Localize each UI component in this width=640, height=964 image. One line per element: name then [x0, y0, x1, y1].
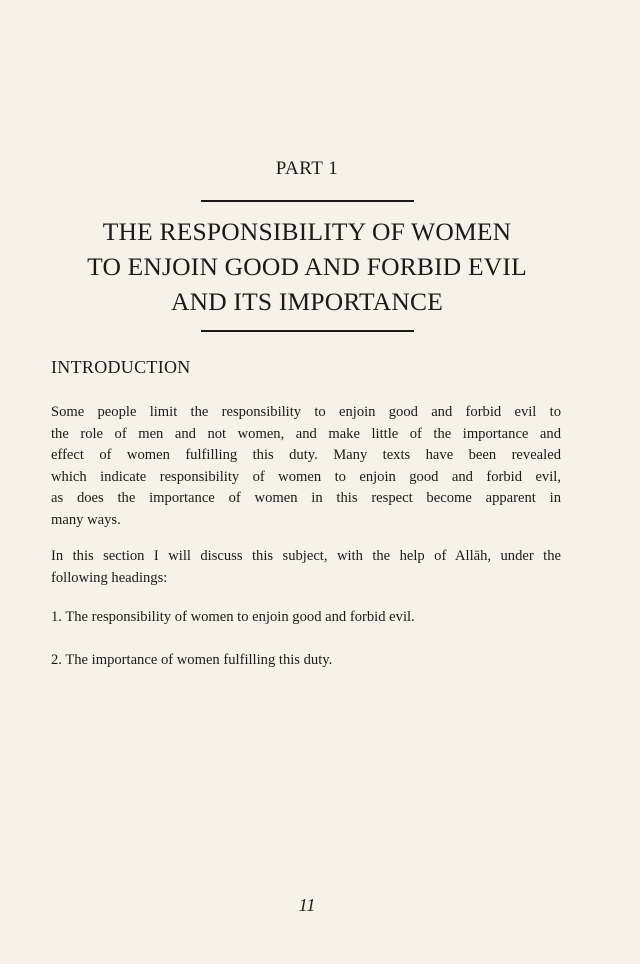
paragraph-line: In this section I will discuss this subject, with the help of Allāh, under the: [51, 548, 561, 564]
chapter-title-line: AND ITS IMPORTANCE: [170, 287, 444, 316]
section-paragraph: [51, 546, 561, 589]
list-item: 1. The responsibility of women to enjoin good and forbid evil.: [51, 609, 415, 625]
paragraph-line: Some people limit the responsibility to enjoin good and forbid evil to: [51, 404, 561, 420]
chapter-title-line: THE RESPONSIBILITY OF WOMEN: [102, 217, 512, 246]
title-top-rule: [201, 200, 414, 202]
paragraph-line: as does the importance of women in this respect become apparent in: [51, 490, 561, 506]
chapter-title-line: TO ENJOIN GOOD AND FORBID EVIL: [87, 252, 527, 281]
paragraph-line: effect of women fulfilling this duty. Many texts have been revealed: [51, 447, 561, 463]
paragraph-line: which indicate responsibility of women to enjoin good and forbid evil,: [51, 468, 561, 485]
list-item: 2. The importance of women fulfilling this duty.: [51, 652, 333, 668]
intro-paragraph: [51, 402, 561, 531]
page-number: 11: [298, 895, 316, 915]
paragraph-line: many ways.: [51, 511, 121, 528]
part-label: PART 1: [275, 158, 339, 179]
section-heading: INTRODUCTION: [51, 357, 191, 377]
paragraph-line: following headings:: [51, 569, 168, 586]
title-bottom-rule: [201, 330, 414, 332]
chapter-title: [0, 214, 614, 319]
paragraph-line: the role of men and not women, and make little of the importance and: [51, 425, 561, 442]
